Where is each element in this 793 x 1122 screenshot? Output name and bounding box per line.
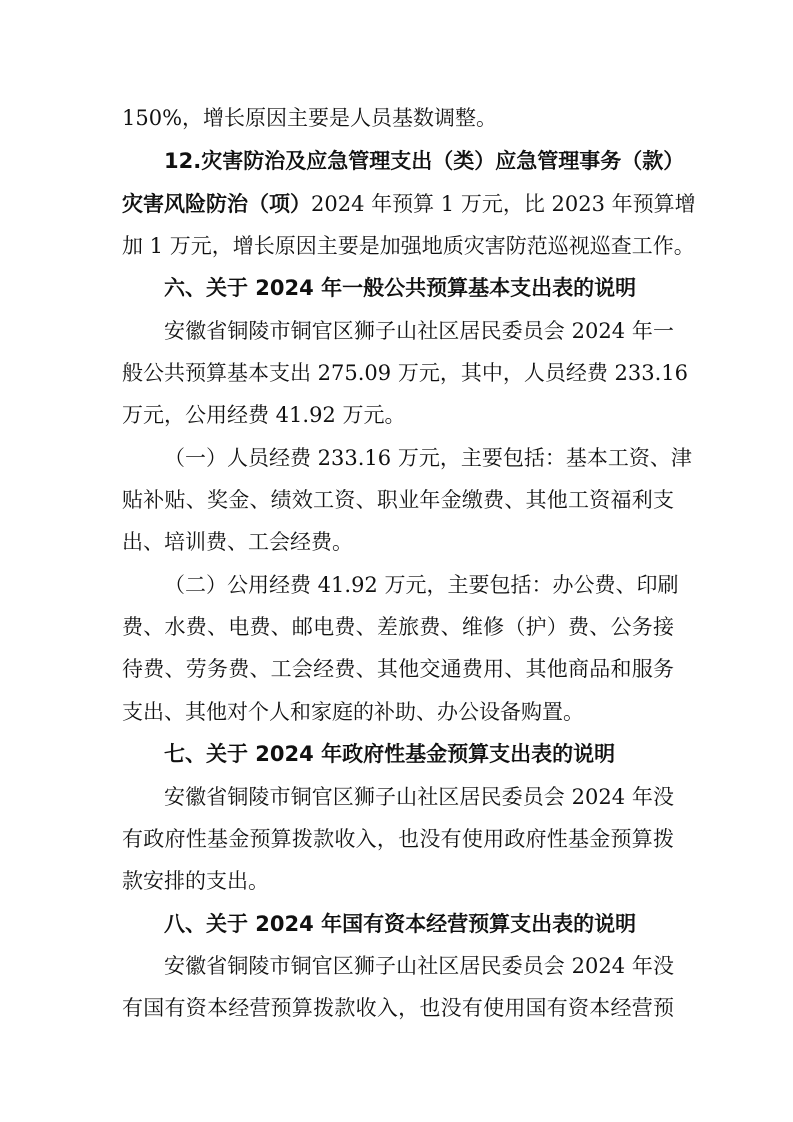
section-heading-8: 八、关于 2024 年国有资本经营预算支出表的说明 — [164, 912, 637, 936]
paragraph-line: （二）公用经费 41.92 万元，主要包括：办公费、印刷 — [164, 573, 679, 597]
section-heading-6: 六、关于 2024 年一般公共预算基本支出表的说明 — [164, 276, 637, 300]
paragraph-line: 安徽省铜陵市铜官区狮子山社区居民委员会 2024 年一 — [164, 319, 674, 343]
section-heading-7: 七、关于 2024 年政府性基金预算支出表的说明 — [164, 742, 616, 766]
paragraph-line: 万元，公用经费 41.92 万元。 — [122, 403, 406, 427]
item-12-bold-prefix: 灾害风险防治（项） — [122, 192, 311, 216]
paragraph-line: 安徽省铜陵市铜官区狮子山社区居民委员会 2024 年没 — [164, 954, 674, 978]
paragraph-line: 般公共预算基本支出 275.09 万元，其中，人员经费 233.16 — [122, 361, 688, 385]
item-12-rest: 2024 年预算 1 万元，比 2023 年预算增 — [311, 192, 696, 216]
paragraph-line: 有政府性基金预算拨款收入，也没有使用政府性基金预算拨 — [122, 827, 674, 851]
item-12-line-3: 加 1 万元，增长原因主要是加强地质灾害防范巡视巡查工作。 — [122, 234, 695, 258]
item-12-title-line: 12.灾害防治及应急管理支出（类）应急管理事务（款） — [164, 149, 685, 173]
paragraph-line: 支出、其他对个人和家庭的补助、办公设备购置。 — [122, 700, 584, 724]
paragraph-line: 贴补贴、奖金、绩效工资、职业年金缴费、其他工资福利支 — [122, 488, 674, 512]
paragraph-line: 出、培训费、工会经费。 — [122, 530, 353, 554]
paragraph-line: 待费、劳务费、工会经费、其他交通费用、其他商品和服务 — [122, 657, 674, 681]
item-12-line-2 — [122, 189, 696, 219]
paragraph-line: 安徽省铜陵市铜官区狮子山社区居民委员会 2024 年没 — [164, 785, 674, 809]
paragraph-line: 费、水费、电费、邮电费、差旅费、维修（护）费、公务接 — [122, 615, 674, 639]
paragraph-line: 有国有资本经营预算拨款收入，也没有使用国有资本经营预 — [122, 996, 674, 1020]
paragraph-line: 款安排的支出。 — [122, 869, 269, 893]
paragraph-line: 150%，增长原因主要是人员基数调整。 — [122, 106, 498, 130]
paragraph-line: （一）人员经费 233.16 万元，主要包括：基本工资、津 — [164, 446, 692, 470]
